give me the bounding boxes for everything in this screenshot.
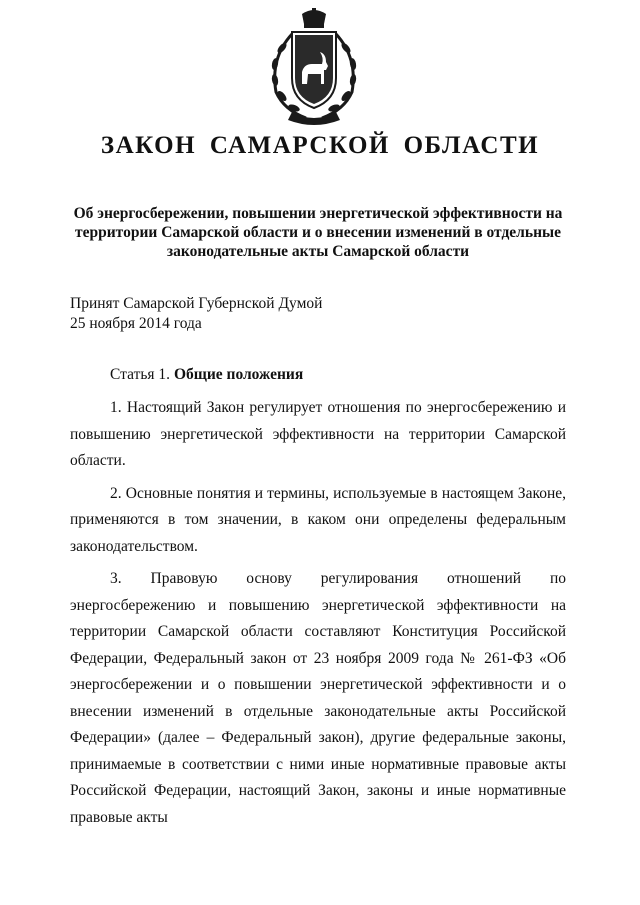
adoption-info xyxy=(70,294,322,334)
adopted-by: Принят Самарской Губернской Думой xyxy=(70,295,323,312)
paragraph: 3. Правовую основу регулирования отношений по энергосбережению и повышению энергетической эффективности на территории Самарской области составляют Конституция Российской Федерации, Федеральный закон от 23 ноября 2009 года № 261-ФЗ «Об энергосбережении и о повышении энергетической эффективности и о внесении изменений в отдельные законодательные акты Российской Федерации» (далее – Федеральный закон), другие федеральные законы, принимаемые в соответствии с ними иные нормативные правовые акты Российской Федерации, настоящий Закон, законы и иные нормативные правовые акты xyxy=(70,570,566,826)
adoption-date: 25 ноября 2014 года xyxy=(70,315,202,332)
article-number: Статья 1. xyxy=(110,366,171,383)
paragraph: 2. Основные понятия и термины, используемые в настоящем Законе, применяются в том значении, в каком они определены федеральным законодательством. xyxy=(70,484,566,555)
article-body xyxy=(70,395,566,837)
article-title: Общие положения xyxy=(173,366,304,383)
samara-coat-of-arms-icon xyxy=(262,8,366,126)
article-heading xyxy=(110,366,303,384)
paragraph: 1. Настоящий Закон регулирует отношения по энергосбережению и повышению энергетической эффективности на территории Самарской области. xyxy=(70,399,566,469)
law-subject: Об энергосбережении, повышении энергетической эффективности на территории Самарской области и о внесении изменений в отдельные законодательные акты Самарской области xyxy=(73,205,563,260)
law-title: ЗАКОН САМАРСКОЙ ОБЛАСТИ xyxy=(100,132,540,159)
